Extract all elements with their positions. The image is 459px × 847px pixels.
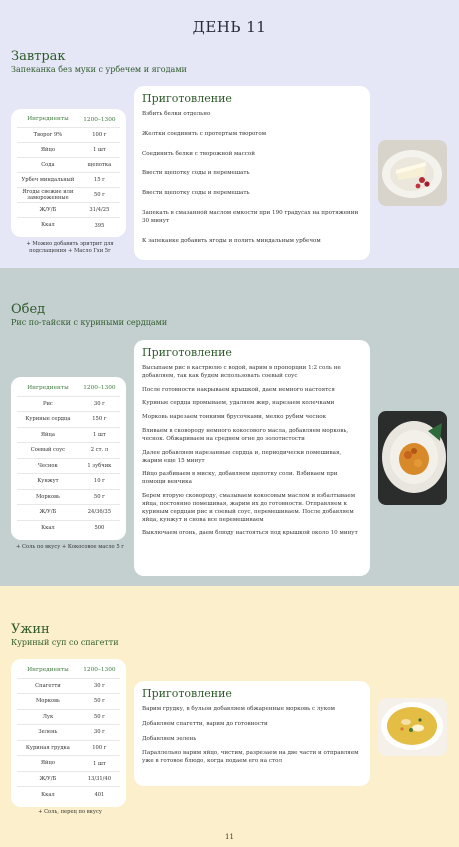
dinner-table-row xyxy=(17,679,120,695)
lunch-ingredient-name: Соевый соус xyxy=(30,447,66,453)
lunch-ingredient-amount: 1 шт xyxy=(93,431,106,438)
lunch-title: Обед xyxy=(11,302,46,317)
breakfast-prep-step: К запеканке добавить ягоды и полить миндальным урбечом xyxy=(142,237,321,244)
dinner-table-row xyxy=(17,725,120,741)
breakfast-table-row xyxy=(17,188,120,203)
lunch-ingredient-amount: 50 г xyxy=(93,493,105,500)
lunch-ingredient-name: Яйца xyxy=(40,431,55,438)
breakfast-ingredient-name: Ингредиенты xyxy=(27,116,69,123)
breakfast-prep-step: Запекать в смазанной маслом емкости при 190 градусах на протяжении 30 минут xyxy=(142,210,359,224)
breakfast-section xyxy=(0,0,459,268)
dinner-ingredient-name: Лук xyxy=(42,713,54,720)
breakfast-photo xyxy=(378,140,447,206)
breakfast-prep-card xyxy=(134,86,370,260)
breakfast-prep-step: Соединить белки с творожной массой xyxy=(142,150,256,157)
lunch-prep-step: Яйцо разбиваем в миску, добавляем щепотку соли. Взбиваем при помощи венчика xyxy=(142,471,338,486)
lunch-table-row xyxy=(17,397,120,413)
breakfast-ingredient-amount: щепотка xyxy=(87,162,112,168)
breakfast-prep-step: Ввести щепотку соды и перемешать xyxy=(142,190,250,197)
lunch-table-row xyxy=(17,428,120,444)
lunch-prep-title: Приготовление xyxy=(142,346,232,359)
dinner-table-row xyxy=(17,787,120,803)
dinner-ingredient-amount: 401 xyxy=(94,792,105,799)
dinner-table-header xyxy=(17,663,120,679)
lunch-note: + Соль по вкусу + Кокосовое масло 5 г xyxy=(16,544,124,550)
breakfast-ingredient-amount: 395 xyxy=(94,222,105,229)
breakfast-ingredient-amount: 31/4/25 xyxy=(89,207,110,213)
lunch-ingredient-name: Рис xyxy=(42,400,53,407)
breakfast-ingredient-amount: 50 г xyxy=(93,192,105,198)
page-number: 11 xyxy=(225,833,234,841)
dinner-prep-step: Добавляем спагетти, варим до готовности xyxy=(142,720,268,727)
lunch-ingredient-amount: 1200–1300 xyxy=(83,385,116,392)
breakfast-ingredient-name: Ж/У/Б xyxy=(39,206,57,213)
lunch-photo xyxy=(378,411,447,505)
breakfast-table-row xyxy=(17,158,120,173)
dinner-ingredient-name: Ингредиенты xyxy=(27,666,69,673)
breakfast-ingredients-table xyxy=(11,109,126,237)
lunch-table-row xyxy=(17,474,120,490)
lunch-ingredient-amount: 10 г xyxy=(93,478,105,485)
dinner-prep-title: Приготовление xyxy=(142,687,232,700)
dinner-ingredients-table xyxy=(11,659,126,807)
lunch-table-row xyxy=(17,412,120,428)
dinner-note: + Соль, перец по вкусу xyxy=(38,809,102,815)
dinner-section xyxy=(0,586,459,847)
lunch-ingredient-name: Морковь xyxy=(35,493,60,500)
dinner-ingredient-amount: 50 г xyxy=(93,698,105,705)
breakfast-table-row xyxy=(17,128,120,143)
lunch-ingredient-amount: 24/36/35 xyxy=(87,509,112,516)
lunch-ingredient-amount: 150 г xyxy=(92,416,107,423)
breakfast-table-row xyxy=(17,173,120,188)
lunch-section xyxy=(0,268,459,586)
breakfast-title: Завтрак xyxy=(11,49,66,64)
dinner-ingredient-amount: 50 г xyxy=(93,713,105,720)
dinner-ingredient-name: Зелень xyxy=(38,729,58,736)
breakfast-ingredient-amount: 1200–1300 xyxy=(83,117,116,123)
dinner-prep-card xyxy=(134,681,370,786)
lunch-ingredient-name: Ж/У/Б xyxy=(39,509,57,515)
dinner-ingredient-name: Ккал xyxy=(41,791,55,798)
dinner-table-row xyxy=(17,741,120,757)
lunch-prep-step: Берем вторую сковороду, смазываем кокосовым маслом и взбалтываем яйца, постоянно помешивая, жарим их до готовности. Отправляем к куриным сердцам рис и соевый соус, перемешиваем. После добавляем яйца, кунжут и снова все перемешиваем xyxy=(142,493,356,523)
lunch-prep-step: Далее добавляем нарезанные сердца и, периодически помешивая, жарим еще 15 минут xyxy=(142,449,342,464)
lunch-ingredient-amount: 2 ст. л xyxy=(90,447,109,454)
lunch-subtitle: Рис по-тайски с куриными сердцами xyxy=(11,318,168,327)
dinner-ingredient-amount: 1 шт xyxy=(93,760,106,767)
breakfast-ingredient-name: Урбеч миндальный xyxy=(21,176,75,183)
breakfast-ingredient-name: Сода xyxy=(41,161,55,168)
dinner-title: Ужин xyxy=(11,622,50,637)
dinner-ingredient-amount: 30 г xyxy=(93,729,105,736)
lunch-table-row xyxy=(17,443,120,459)
lunch-prep-step: Выключаем огонь, даем блюду настояться под крышкой около 10 минут xyxy=(142,530,358,537)
dinner-ingredient-amount: 30 г xyxy=(93,682,105,689)
lunch-prep-step: Морковь нарезаем тонкими брусочками, мелко рубим чеснок xyxy=(142,414,327,421)
dinner-ingredient-name: Спагетти xyxy=(35,682,61,689)
dinner-prep-step: Параллельно варим яйцо, чистим, разрезаем на две части и отправляем уже в готовое блюдо, когда подаем его на стол xyxy=(142,750,359,765)
lunch-prep-card xyxy=(134,340,370,576)
dinner-table-row xyxy=(17,710,120,726)
dinner-ingredient-amount: 13/31/40 xyxy=(87,776,112,783)
breakfast-ingredient-name: Творог 9% xyxy=(33,131,63,138)
breakfast-table-row xyxy=(17,143,120,158)
breakfast-prep-step: Ввести щепотку соды и перемешать xyxy=(142,170,250,177)
lunch-ingredient-amount: 30 г xyxy=(93,400,105,407)
breakfast-table-row xyxy=(17,218,120,233)
dinner-prep-step: Добавляем зелень xyxy=(142,735,197,742)
dinner-photo xyxy=(378,698,447,756)
breakfast-ingredient-amount: 1 шт xyxy=(93,147,106,153)
dinner-subtitle: Куриный суп со спагетти xyxy=(11,638,119,647)
breakfast-table-row xyxy=(17,203,120,218)
lunch-prep-step: После готовности накрываем крышкой, даем немного настоятся xyxy=(142,386,335,393)
lunch-ingredient-name: Чеснок xyxy=(37,462,58,469)
lunch-table-row xyxy=(17,490,120,506)
lunch-ingredient-name: Кунжут xyxy=(37,478,59,484)
lunch-ingredient-name: Ингредиенты xyxy=(27,384,69,391)
lunch-prep-step: Куриные сердца промываем, удаляем жир, нарезаем колечками xyxy=(142,400,335,407)
lunch-prep-step: Высыпаем рис в кастрюлю с водой, варим в пропорции 1:2 соль не добавляем, так как будем использовать соевый соус xyxy=(142,365,341,379)
breakfast-ingredient-amount: 15 г xyxy=(93,177,105,183)
dinner-ingredient-name: Ж/У/Б xyxy=(39,775,57,782)
lunch-table-header xyxy=(17,381,120,397)
dinner-table-row xyxy=(17,694,120,710)
lunch-table-row xyxy=(17,521,120,537)
breakfast-ingredient-name: Ккал xyxy=(41,222,55,229)
breakfast-ingredient-amount: 100 г xyxy=(92,132,107,138)
dinner-ingredient-name: Яйцо xyxy=(40,760,55,767)
lunch-table-row xyxy=(17,505,120,521)
breakfast-prep-step: Взбить белки отдельно xyxy=(142,111,211,117)
day-title: ДЕНЬ 11 xyxy=(192,18,267,36)
lunch-prep-step: Вливаем в сковороду немного кокосового масла, добавляем морковь, чеснок. Обжариваем на среднем огне до золотистости xyxy=(142,428,349,442)
breakfast-prep-title: Приготовление xyxy=(142,92,232,105)
breakfast-subtitle: Запеканка без муки с урбечем и ягодами xyxy=(11,65,187,74)
lunch-ingredient-name: Ккал xyxy=(41,525,55,531)
dinner-table-row xyxy=(17,756,120,772)
breakfast-note: + Можно добавить эритрит для подслащения + Масло Гхи 5г xyxy=(26,241,114,255)
dinner-prep-step: Варим грудку, в бульон добавляем обжаренные морковь с луком xyxy=(142,706,335,712)
lunch-ingredient-name: Куриные сердца xyxy=(25,416,71,422)
breakfast-ingredient-name: Ягоды свежие или замороженные xyxy=(22,188,74,201)
breakfast-prep-step: Желтки соединить с протертым творогом xyxy=(142,130,267,137)
breakfast-ingredient-name: Яйцо xyxy=(40,146,55,153)
dinner-table-row xyxy=(17,772,120,788)
breakfast-table-header xyxy=(17,113,120,128)
lunch-table-row xyxy=(17,459,120,475)
dinner-ingredient-name: Куриная грудка xyxy=(25,744,70,751)
dinner-ingredient-name: Морковь xyxy=(35,698,60,705)
dinner-ingredient-amount: 100 г xyxy=(92,745,107,751)
lunch-ingredients-table xyxy=(11,377,126,540)
dinner-ingredient-amount: 1200–1300 xyxy=(83,667,116,674)
lunch-ingredient-amount: 1 зубчик xyxy=(87,462,112,469)
lunch-ingredient-amount: 500 xyxy=(94,525,105,532)
